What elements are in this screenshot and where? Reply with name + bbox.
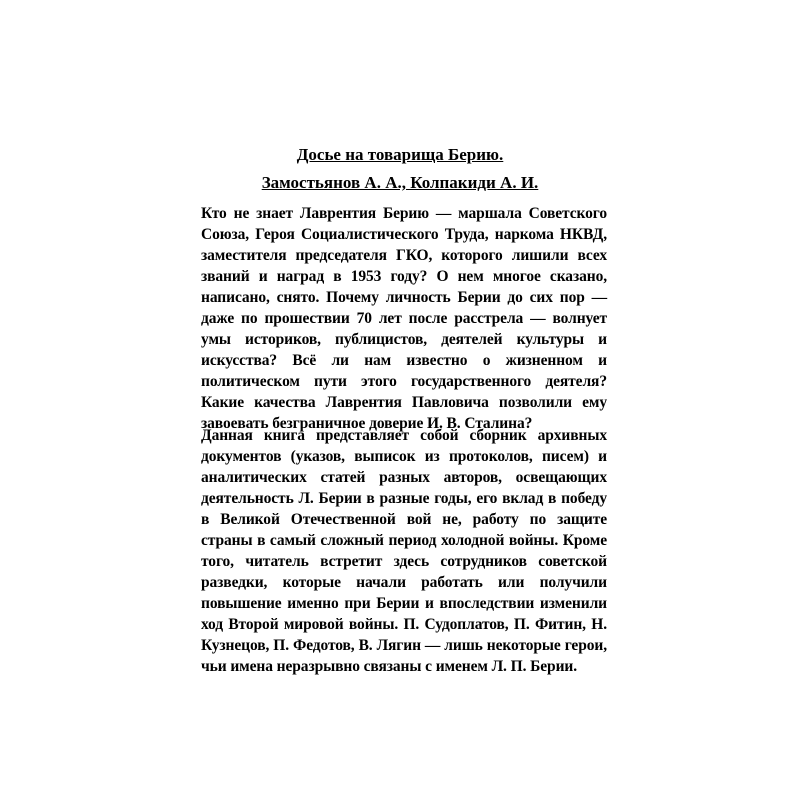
document-title: Досье на товарища Берию. bbox=[296, 145, 504, 164]
paragraph-2: Данная книга представляет собой сборник архивных документов (указов, выписок из протоколов, писем) и аналитических статей разных авторов, освещающих деятельность Л. Берии в разные годы, его вклад в победу в Великой Отечественной вой не, работу по защите страны в самый сложный период холодной войны. Кроме того, читатель встретит здесь сотрудников советской разведки, которые начали работать или получили повышение именно при Берии и впоследствии изменили ход Второй мировой войны. П. Судоплатов, П. Фитин, Н. Кузнецов, П. Федотов, В. Лягин — лишь некоторые герои, чьи имена неразрывно связаны с именем Л. П. Берии. bbox=[201, 427, 607, 675]
document-authors: Замостьянов А. А., Колпакиди А. И. bbox=[261, 173, 539, 192]
paragraph-1: Кто не знает Лаврентия Берию — маршала Советского Союза, Героя Социалистического Труда, наркома НКВД, заместителя председателя ГКО, которого лишили всех званий и наград в 1953 году? О нем многое сказано, написано, снято. Почему личность Берии до сих пор — даже по прошествии 70 лет после расстрела — волнует умы историков, публицистов, деятелей культуры и искусства? Всё ли нам известно о жизненном и политическом пути этого государственного деятеля? Какие качества Лаврентия Павловича позволили ему завоевать безграничное доверие И. В. Сталина? bbox=[201, 205, 607, 432]
